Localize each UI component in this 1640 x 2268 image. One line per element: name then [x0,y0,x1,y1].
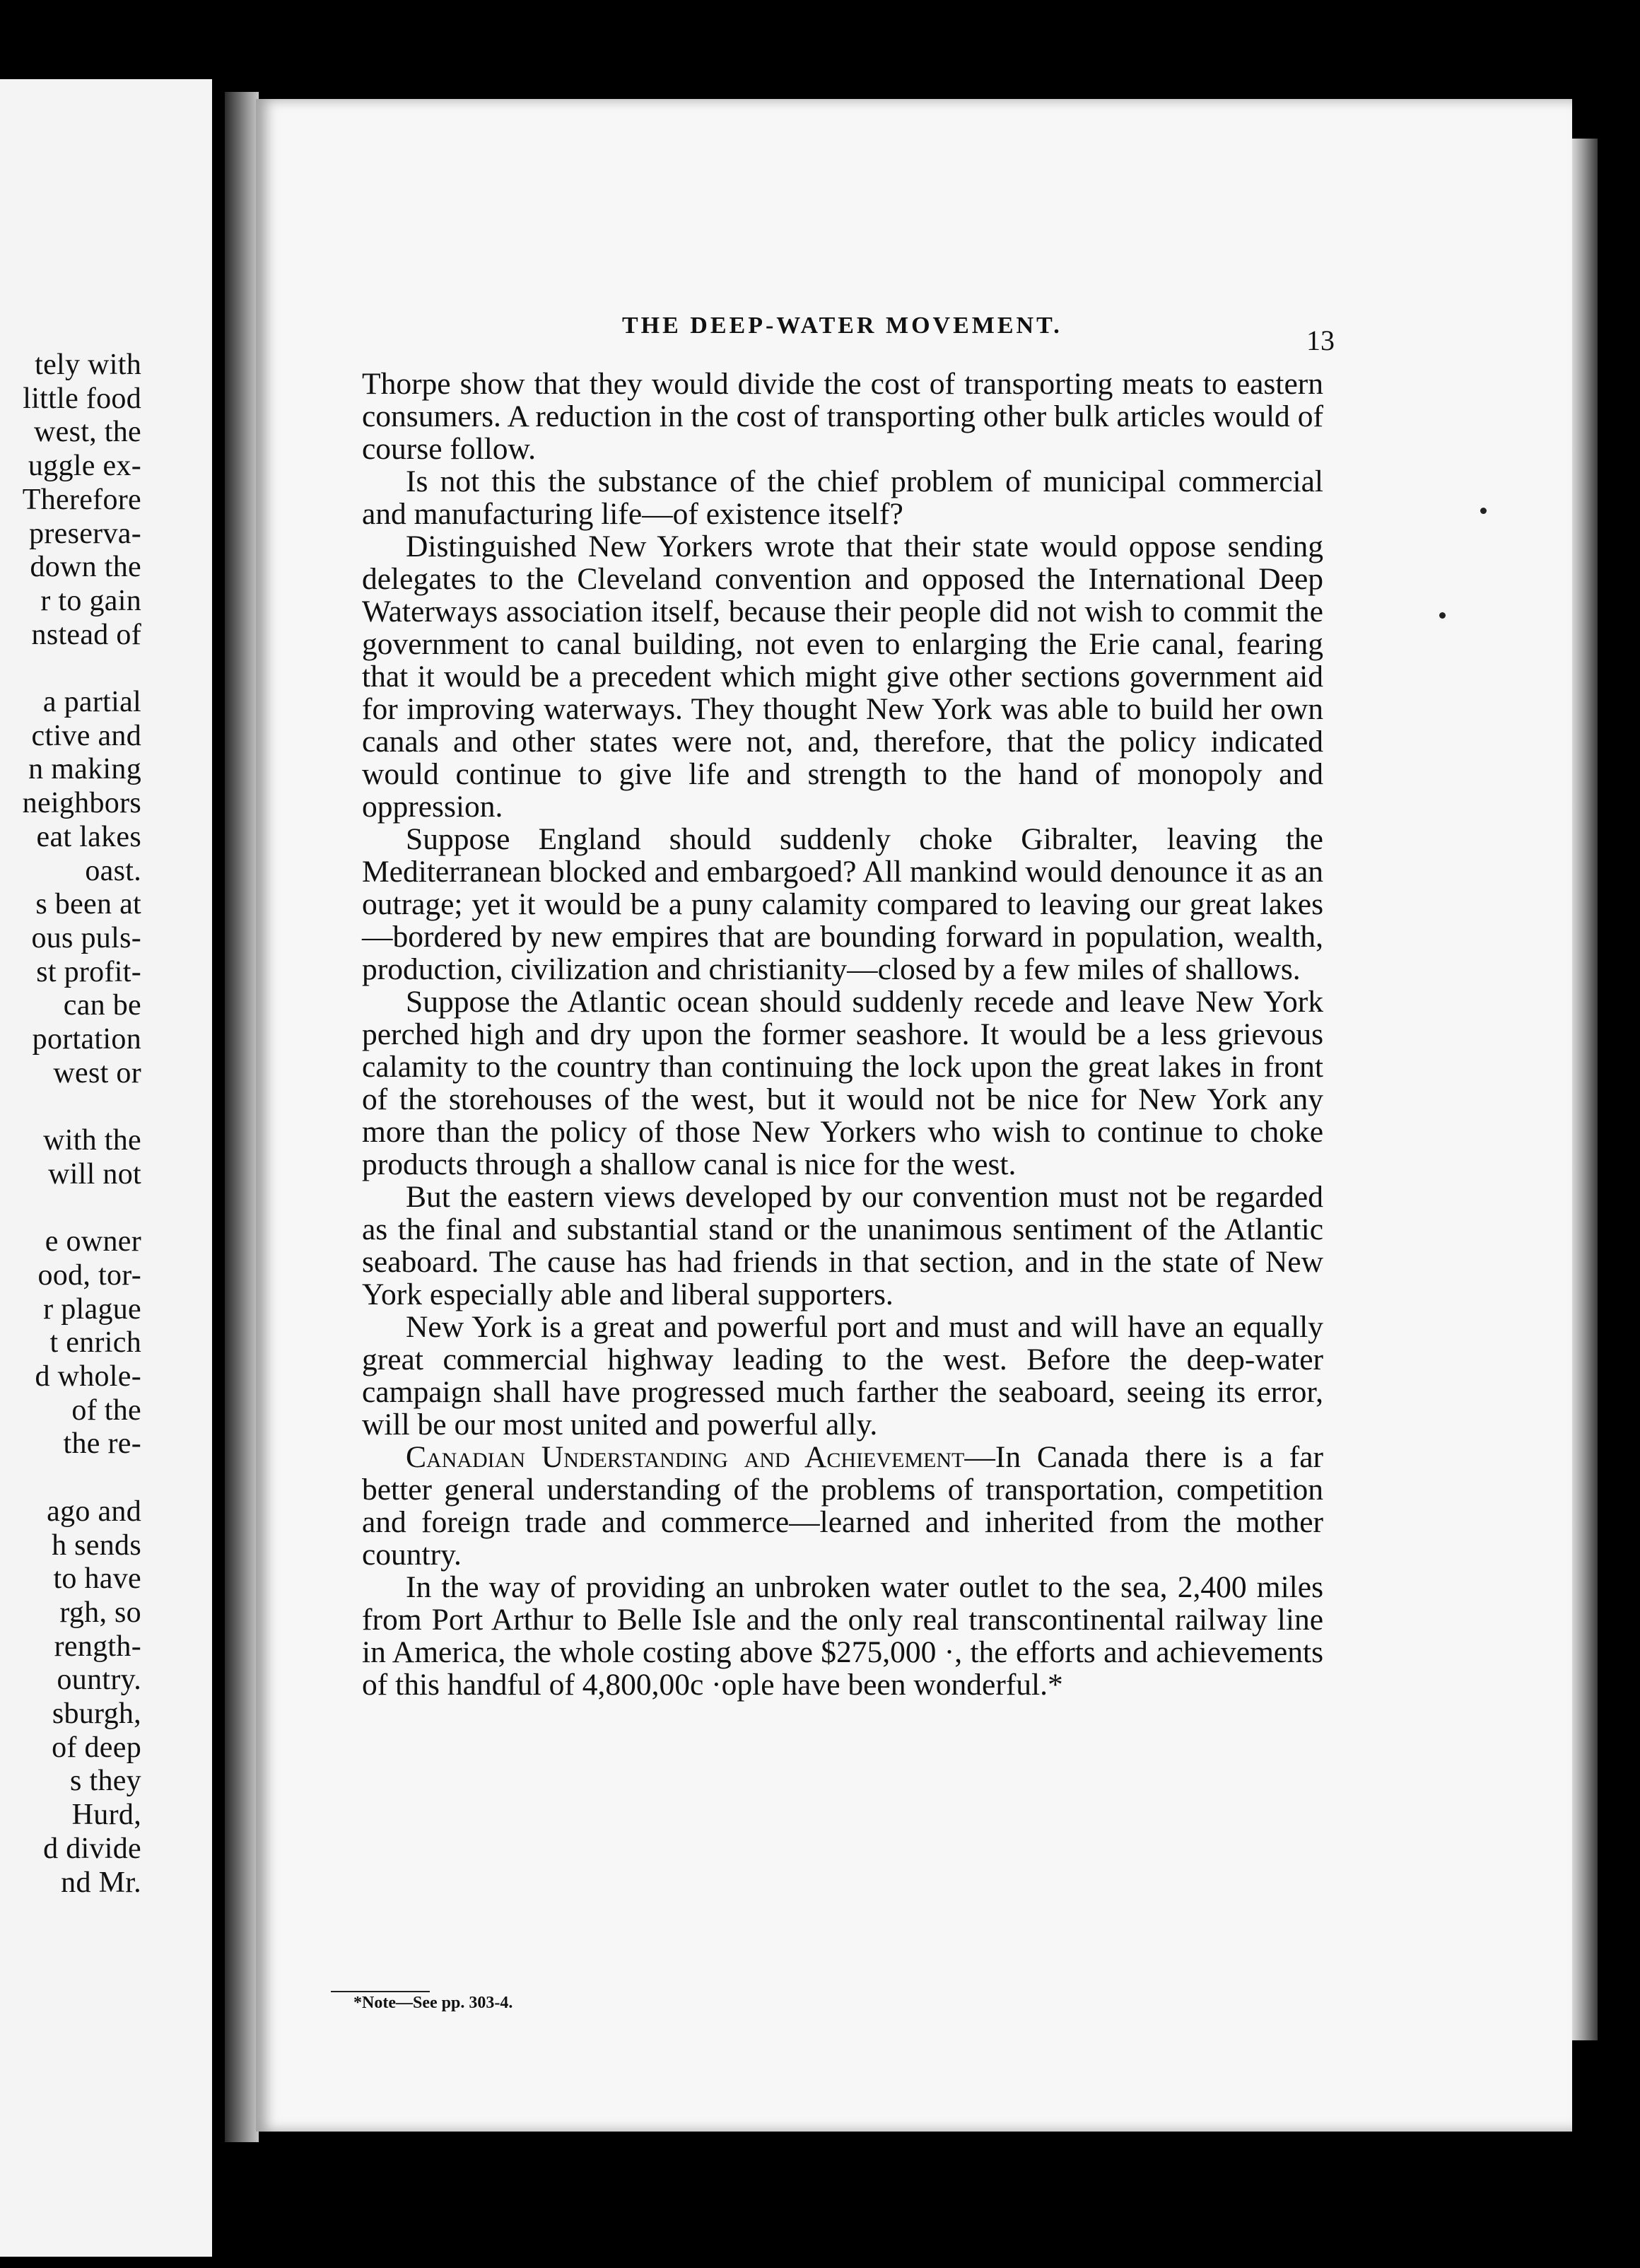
page-number: 13 [1306,325,1335,356]
paragraph: But the eastern views developed by our convention must not be regarded as the final and substantial stand or the unanimous sentiment of the Atlantic seaboard. The cause has had friends in that section, and in the state of New York especially able and liberal supporters. [362,1180,1323,1311]
left-page-line: preserva- [29,517,141,550]
body-text [362,368,1323,1701]
left-page-line: Therefore [22,483,141,516]
left-page-line: ountry. [57,1664,141,1697]
left-page-line: west, the [34,416,141,449]
left-page-line: r to gain [40,584,141,617]
left-page-line: d divide [43,1832,141,1865]
left-page-line: rgh, so [59,1596,141,1629]
left-page-line: h sends [52,1528,141,1562]
left-page-line: tely with [35,349,141,381]
paragraph: Distinguished New Yorkers wrote that their state would oppose sending delegates to the Cleveland convention and opposed the International Deep Waterways association itself, because their people did not wish to commit the government to canal building, not even to enlarging the Erie canal, fearing that it would be a precedent which might give other sections government aid for improving waterways. They thought New York was able to build her own canals and other states were not, and, therefore, that the policy indicated would continue to give life and strength to the hand of monopoly and oppression. [362,530,1323,824]
footnote: *Note—See pp. 303-4. [353,1994,513,2012]
left-page-line: west or [53,1056,141,1089]
left-page-line: of deep [52,1731,141,1764]
left-page-line: a partial [42,686,141,718]
left-page-line: portation [32,1023,141,1056]
paragraph: Thorpe show that they would divide the cost of transporting meats to eastern consumers. A reduction in the cost of transporting other bulk articles would of course follow. [362,367,1323,466]
left-page-line: eat lakes [36,820,141,853]
page-edge [1572,139,1598,2040]
left-page-line: uggle ex- [28,450,141,483]
left-page-line: the re- [63,1427,141,1461]
left-page-line: will not [48,1157,141,1191]
paragraph: Is not this the substance of the chief problem of municipal commercial and manufacturing life—of existence itself? [362,464,1323,531]
left-page-line: neighbors [22,787,141,820]
previous-page-fragment [0,79,212,2257]
left-page-line: s they [70,1765,141,1798]
left-page-line: d whole- [35,1360,141,1393]
left-page-line: st profit- [36,955,141,988]
left-page-line: ous puls- [31,921,141,954]
left-page-line: r plague [43,1292,141,1326]
left-page-line: n making [28,753,141,786]
left-page-line: ago and [47,1495,141,1528]
scan-speck [1439,612,1446,619]
paragraph: Suppose the Atlantic ocean should suddenly recede and leave New York perched high and dry upon the former seashore. It would be a less grievous calamity to the country than continuing the lock upon the great lakes in front of the storehouses of the west, but it would not be nice for New York any more than the policy of those New Yorkers who wish to continue to choke products through a shallow canal is nice for the west. [362,985,1323,1181]
left-page-line: down the [30,551,141,584]
footnote-rule [331,1991,430,1992]
scan-speck [1480,508,1487,514]
left-page-line: ctive and [31,719,141,752]
left-page-line: t enrich [49,1326,141,1360]
section-text: —In Canada there is a far better general understanding of the problems of transportation, competition and foreign trade and commerce—learned and inherited from the mother country. [362,1440,1323,1572]
left-page-line: of the [71,1393,141,1427]
left-page-line: s been at [35,888,141,921]
left-page-line: with the [43,1124,141,1157]
left-page-line: rength- [54,1630,141,1663]
left-page-line: ood, tor- [37,1258,141,1292]
left-page-line: nd Mr. [61,1866,141,1899]
section-heading: Canadian Understanding and Achievement [406,1440,965,1474]
left-page-line: sburgh, [52,1697,141,1730]
left-page-line: Hurd, [71,1799,141,1832]
paragraph: Suppose England should suddenly choke Gibralter, leaving the Mediterranean blocked and embargoed? All mankind would denounce it as an outrage; yet it would be a puny calamity compared to leaving our great lakes—bordered by new empires that are bounding forward in population, wealth, production, civilization and christianity—closed by a few miles of shallows. [362,822,1323,986]
section-paragraph [362,1441,1323,1571]
book-gutter [225,92,259,2142]
paragraph: New York is a great and powerful port and must and will have an equally great commercial highway leading to the west. Before the deep-water campaign shall have progressed much farther the seaboard, seeing its error, will be our most united and powerful ally. [362,1310,1323,1442]
left-page-line: can be [63,989,141,1022]
left-page-line: nstead of [31,618,141,651]
left-page-line: little food [23,382,141,415]
left-page-line: to have [53,1562,141,1596]
paragraph: In the way of providing an unbroken water outlet to the sea, 2,400 miles from Port Arthur to Belle Isle and the only real transcontinental railway line in America, the whole costing above $275,000 ·, the efforts and achievements of this handful of 4,800,00c ·ople have been wonderful.* [362,1570,1323,1702]
left-page-line: e owner [45,1225,141,1258]
running-head: THE DEEP-WATER MOVEMENT. [622,312,1062,339]
left-page-line: oast. [85,854,141,887]
